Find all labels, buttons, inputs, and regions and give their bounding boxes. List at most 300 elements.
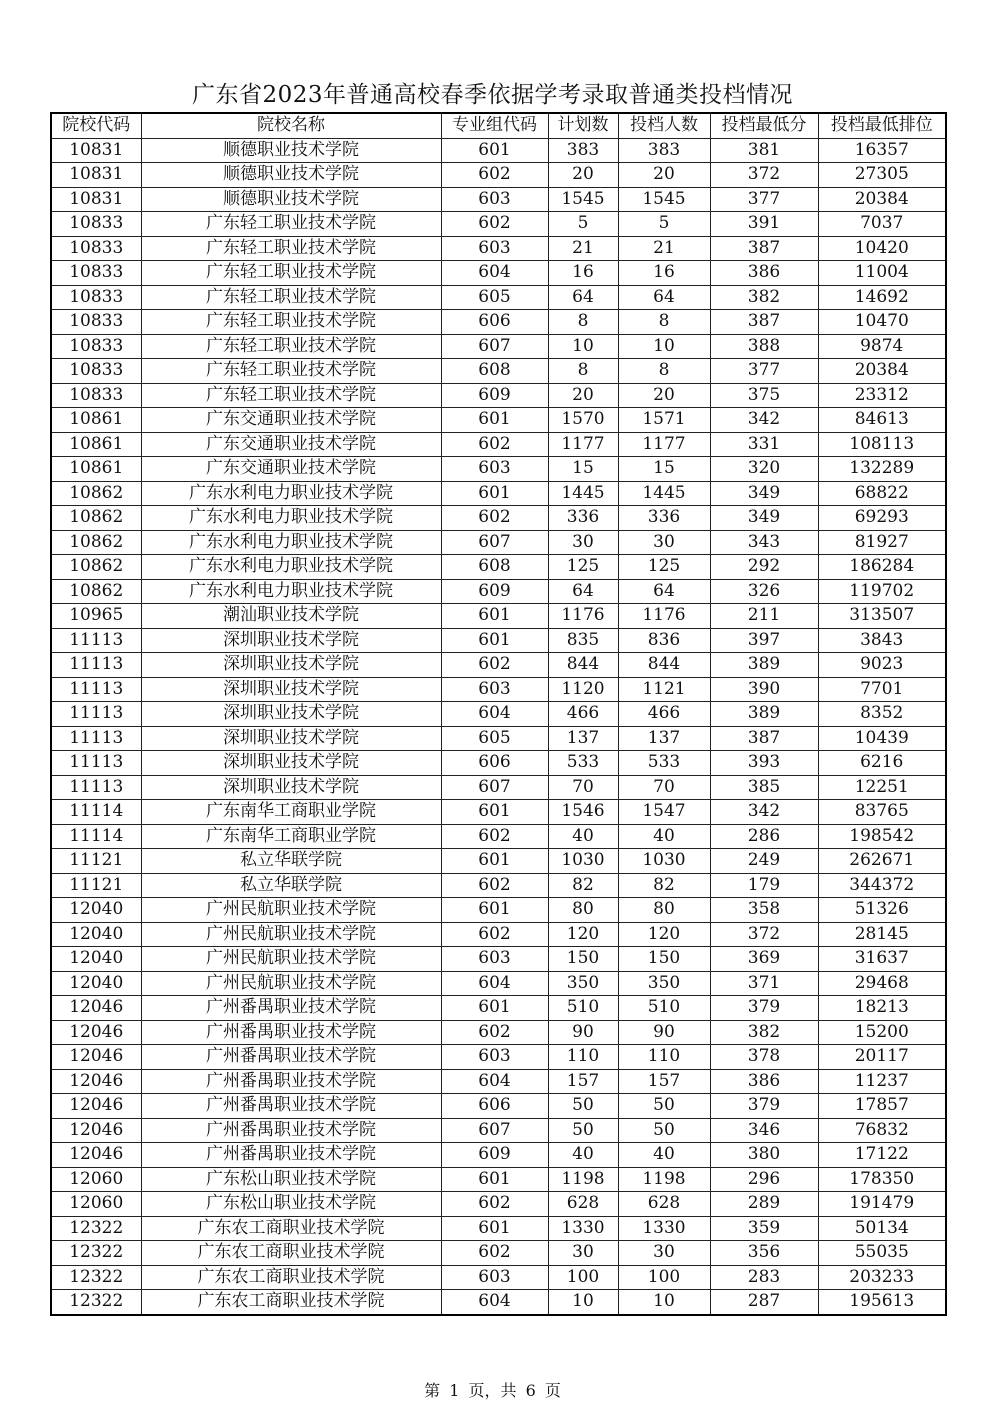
cell-min-rank: 7701 <box>818 677 946 702</box>
cell-school-code: 12060 <box>51 1167 141 1192</box>
table-row <box>51 1241 946 1266</box>
cell-admitted-count: 21 <box>618 236 710 261</box>
cell-school-name: 广东水利电力职业技术学院 <box>141 481 441 506</box>
cell-school-name: 深圳职业技术学院 <box>141 775 441 800</box>
cell-school-code: 10861 <box>51 457 141 482</box>
cell-group-code: 602 <box>441 1192 548 1217</box>
table-row <box>51 628 946 653</box>
cell-school-code: 11113 <box>51 775 141 800</box>
cell-school-code: 12060 <box>51 1192 141 1217</box>
cell-school-code: 11113 <box>51 702 141 727</box>
table-row <box>51 1216 946 1241</box>
cell-min-score: 320 <box>710 457 818 482</box>
cell-school-code: 11113 <box>51 677 141 702</box>
cell-group-code: 601 <box>441 898 548 923</box>
cell-school-code: 10833 <box>51 285 141 310</box>
cell-min-rank: 69293 <box>818 506 946 531</box>
cell-min-score: 389 <box>710 653 818 678</box>
cell-group-code: 601 <box>441 800 548 825</box>
cell-school-code: 11113 <box>51 726 141 751</box>
cell-min-rank: 9874 <box>818 334 946 359</box>
header-admitted-count: 投档人数 <box>618 113 710 138</box>
table-row <box>51 726 946 751</box>
cell-plan-count: 1177 <box>548 432 618 457</box>
cell-school-name: 广东农工商职业技术学院 <box>141 1290 441 1315</box>
cell-school-name: 广东水利电力职业技术学院 <box>141 506 441 531</box>
cell-school-name: 广东轻工职业技术学院 <box>141 383 441 408</box>
cell-school-code: 10965 <box>51 604 141 629</box>
cell-school-name: 深圳职业技术学院 <box>141 751 441 776</box>
cell-group-code: 602 <box>441 432 548 457</box>
cell-group-code: 601 <box>441 138 548 163</box>
cell-school-code: 12046 <box>51 1118 141 1143</box>
table-row <box>51 1045 946 1070</box>
cell-admitted-count: 82 <box>618 873 710 898</box>
cell-admitted-count: 10 <box>618 334 710 359</box>
cell-min-rank: 20384 <box>818 187 946 212</box>
footer-prefix: 第 <box>424 1381 441 1400</box>
cell-school-name: 深圳职业技术学院 <box>141 653 441 678</box>
cell-school-name: 广州番禺职业技术学院 <box>141 1143 441 1168</box>
table-row <box>51 530 946 555</box>
header-school-code: 院校代码 <box>51 113 141 138</box>
header-plan-count: 计划数 <box>548 113 618 138</box>
cell-min-rank: 8352 <box>818 702 946 727</box>
cell-min-rank: 23312 <box>818 383 946 408</box>
cell-plan-count: 50 <box>548 1118 618 1143</box>
cell-plan-count: 350 <box>548 971 618 996</box>
cell-school-code: 12046 <box>51 1069 141 1094</box>
cell-group-code: 601 <box>441 1216 548 1241</box>
cell-school-code: 10861 <box>51 408 141 433</box>
cell-plan-count: 1030 <box>548 849 618 874</box>
cell-school-name: 潮汕职业技术学院 <box>141 604 441 629</box>
cell-min-rank: 203233 <box>818 1265 946 1290</box>
table-row <box>51 751 946 776</box>
cell-group-code: 601 <box>441 408 548 433</box>
table-row <box>51 481 946 506</box>
page-footer <box>0 1378 985 1401</box>
cell-admitted-count: 15 <box>618 457 710 482</box>
cell-plan-count: 10 <box>548 1290 618 1315</box>
cell-group-code: 603 <box>441 187 548 212</box>
cell-admitted-count: 8 <box>618 359 710 384</box>
cell-school-name: 广东轻工职业技术学院 <box>141 310 441 335</box>
cell-school-name: 广州番禺职业技术学院 <box>141 996 441 1021</box>
cell-plan-count: 466 <box>548 702 618 727</box>
table-row <box>51 947 946 972</box>
cell-admitted-count: 844 <box>618 653 710 678</box>
cell-school-code: 11113 <box>51 628 141 653</box>
cell-school-name: 深圳职业技术学院 <box>141 677 441 702</box>
cell-school-code: 12046 <box>51 1143 141 1168</box>
cell-plan-count: 628 <box>548 1192 618 1217</box>
footer-suffix: 页 <box>544 1381 561 1400</box>
cell-admitted-count: 150 <box>618 947 710 972</box>
cell-admitted-count: 137 <box>618 726 710 751</box>
header-school-name: 院校名称 <box>141 113 441 138</box>
cell-admitted-count: 40 <box>618 824 710 849</box>
cell-school-name: 广东农工商职业技术学院 <box>141 1216 441 1241</box>
footer-page-number: 1 <box>449 1381 460 1400</box>
table-row <box>51 310 946 335</box>
table-row <box>51 1094 946 1119</box>
cell-admitted-count: 70 <box>618 775 710 800</box>
cell-group-code: 602 <box>441 1020 548 1045</box>
cell-admitted-count: 1571 <box>618 408 710 433</box>
cell-min-score: 391 <box>710 212 818 237</box>
cell-min-rank: 10439 <box>818 726 946 751</box>
cell-plan-count: 82 <box>548 873 618 898</box>
cell-min-score: 331 <box>710 432 818 457</box>
cell-admitted-count: 120 <box>618 922 710 947</box>
cell-plan-count: 90 <box>548 1020 618 1045</box>
cell-plan-count: 1198 <box>548 1167 618 1192</box>
cell-school-code: 10862 <box>51 579 141 604</box>
cell-min-rank: 17122 <box>818 1143 946 1168</box>
cell-min-score: 390 <box>710 677 818 702</box>
cell-school-code: 10833 <box>51 334 141 359</box>
header-min-score: 投档最低分 <box>710 113 818 138</box>
cell-admitted-count: 350 <box>618 971 710 996</box>
cell-plan-count: 40 <box>548 824 618 849</box>
cell-group-code: 602 <box>441 163 548 188</box>
cell-plan-count: 21 <box>548 236 618 261</box>
cell-min-score: 249 <box>710 849 818 874</box>
table-row <box>51 383 946 408</box>
cell-school-name: 顺德职业技术学院 <box>141 163 441 188</box>
cell-plan-count: 510 <box>548 996 618 1021</box>
cell-min-rank: 20117 <box>818 1045 946 1070</box>
cell-min-score: 385 <box>710 775 818 800</box>
cell-min-rank: 344372 <box>818 873 946 898</box>
cell-plan-count: 1545 <box>548 187 618 212</box>
cell-group-code: 605 <box>441 726 548 751</box>
cell-min-score: 179 <box>710 873 818 898</box>
cell-admitted-count: 50 <box>618 1118 710 1143</box>
cell-group-code: 603 <box>441 677 548 702</box>
cell-school-name: 深圳职业技术学院 <box>141 628 441 653</box>
cell-admitted-count: 628 <box>618 1192 710 1217</box>
cell-school-name: 广东农工商职业技术学院 <box>141 1241 441 1266</box>
cell-school-code: 10833 <box>51 261 141 286</box>
table-row <box>51 898 946 923</box>
cell-group-code: 607 <box>441 530 548 555</box>
cell-school-name: 私立华联学院 <box>141 849 441 874</box>
cell-min-score: 358 <box>710 898 818 923</box>
cell-min-score: 381 <box>710 138 818 163</box>
cell-min-score: 346 <box>710 1118 818 1143</box>
table-body <box>51 138 946 1315</box>
cell-school-code: 12040 <box>51 971 141 996</box>
table-row <box>51 457 946 482</box>
table-row <box>51 1143 946 1168</box>
cell-school-name: 私立华联学院 <box>141 873 441 898</box>
cell-admitted-count: 1176 <box>618 604 710 629</box>
cell-school-name: 广东轻工职业技术学院 <box>141 334 441 359</box>
cell-admitted-count: 1121 <box>618 677 710 702</box>
cell-min-rank: 55035 <box>818 1241 946 1266</box>
cell-min-score: 389 <box>710 702 818 727</box>
cell-min-score: 375 <box>710 383 818 408</box>
cell-school-code: 11114 <box>51 800 141 825</box>
cell-group-code: 602 <box>441 1241 548 1266</box>
table-row <box>51 1290 946 1315</box>
footer-mid: 页，共 <box>468 1381 517 1400</box>
cell-admitted-count: 510 <box>618 996 710 1021</box>
cell-admitted-count: 125 <box>618 555 710 580</box>
cell-school-code: 11113 <box>51 653 141 678</box>
cell-school-name: 顺德职业技术学院 <box>141 187 441 212</box>
cell-min-score: 286 <box>710 824 818 849</box>
cell-school-code: 10833 <box>51 383 141 408</box>
cell-min-rank: 178350 <box>818 1167 946 1192</box>
cell-plan-count: 10 <box>548 334 618 359</box>
table-row <box>51 1265 946 1290</box>
cell-group-code: 603 <box>441 1045 548 1070</box>
cell-plan-count: 1176 <box>548 604 618 629</box>
cell-plan-count: 20 <box>548 163 618 188</box>
cell-school-name: 广州民航职业技术学院 <box>141 922 441 947</box>
cell-group-code: 608 <box>441 359 548 384</box>
cell-school-code: 12046 <box>51 1020 141 1045</box>
cell-group-code: 601 <box>441 1167 548 1192</box>
cell-school-code: 10833 <box>51 310 141 335</box>
cell-min-score: 377 <box>710 359 818 384</box>
cell-school-code: 10862 <box>51 530 141 555</box>
cell-min-rank: 10470 <box>818 310 946 335</box>
cell-group-code: 609 <box>441 579 548 604</box>
cell-admitted-count: 1545 <box>618 187 710 212</box>
cell-plan-count: 70 <box>548 775 618 800</box>
cell-admitted-count: 1547 <box>618 800 710 825</box>
table-row <box>51 236 946 261</box>
cell-min-rank: 10420 <box>818 236 946 261</box>
cell-min-rank: 198542 <box>818 824 946 849</box>
cell-admitted-count: 1330 <box>618 1216 710 1241</box>
table-row <box>51 824 946 849</box>
cell-group-code: 602 <box>441 824 548 849</box>
table-header-row <box>51 113 946 138</box>
cell-school-code: 10833 <box>51 236 141 261</box>
cell-min-rank: 81927 <box>818 530 946 555</box>
table-row <box>51 506 946 531</box>
cell-school-name: 广东农工商职业技术学院 <box>141 1265 441 1290</box>
cell-school-name: 广东交通职业技术学院 <box>141 457 441 482</box>
cell-min-rank: 108113 <box>818 432 946 457</box>
cell-min-rank: 31637 <box>818 947 946 972</box>
cell-admitted-count: 1198 <box>618 1167 710 1192</box>
cell-plan-count: 1570 <box>548 408 618 433</box>
cell-admitted-count: 20 <box>618 383 710 408</box>
cell-plan-count: 100 <box>548 1265 618 1290</box>
cell-min-score: 382 <box>710 1020 818 1045</box>
cell-school-name: 广东南华工商职业学院 <box>141 824 441 849</box>
cell-group-code: 604 <box>441 261 548 286</box>
cell-min-rank: 11004 <box>818 261 946 286</box>
cell-min-rank: 50134 <box>818 1216 946 1241</box>
cell-group-code: 601 <box>441 996 548 1021</box>
cell-admitted-count: 64 <box>618 579 710 604</box>
cell-school-name: 广东水利电力职业技术学院 <box>141 530 441 555</box>
cell-school-code: 11113 <box>51 751 141 776</box>
cell-min-score: 386 <box>710 261 818 286</box>
cell-plan-count: 16 <box>548 261 618 286</box>
cell-school-name: 广州番禺职业技术学院 <box>141 1069 441 1094</box>
cell-school-name: 广州民航职业技术学院 <box>141 971 441 996</box>
cell-min-score: 382 <box>710 285 818 310</box>
cell-school-code: 10831 <box>51 187 141 212</box>
cell-admitted-count: 50 <box>618 1094 710 1119</box>
cell-plan-count: 336 <box>548 506 618 531</box>
cell-min-score: 388 <box>710 334 818 359</box>
table-row <box>51 604 946 629</box>
cell-min-rank: 16357 <box>818 138 946 163</box>
cell-min-rank: 11237 <box>818 1069 946 1094</box>
cell-school-name: 深圳职业技术学院 <box>141 726 441 751</box>
cell-admitted-count: 8 <box>618 310 710 335</box>
cell-school-code: 12322 <box>51 1241 141 1266</box>
cell-min-rank: 27305 <box>818 163 946 188</box>
cell-min-rank: 7037 <box>818 212 946 237</box>
cell-group-code: 609 <box>441 1143 548 1168</box>
cell-admitted-count: 40 <box>618 1143 710 1168</box>
page-title: 广东省2023年普通高校春季依据学考录取普通类投档情况 <box>191 82 794 108</box>
cell-plan-count: 1330 <box>548 1216 618 1241</box>
cell-min-score: 387 <box>710 726 818 751</box>
cell-plan-count: 137 <box>548 726 618 751</box>
table-row <box>51 261 946 286</box>
cell-min-rank: 29468 <box>818 971 946 996</box>
cell-school-code: 10861 <box>51 432 141 457</box>
cell-group-code: 601 <box>441 604 548 629</box>
cell-admitted-count: 110 <box>618 1045 710 1070</box>
cell-group-code: 602 <box>441 873 548 898</box>
cell-school-name: 广东轻工职业技术学院 <box>141 236 441 261</box>
cell-plan-count: 157 <box>548 1069 618 1094</box>
cell-min-score: 387 <box>710 236 818 261</box>
cell-admitted-count: 836 <box>618 628 710 653</box>
cell-min-rank: 9023 <box>818 653 946 678</box>
cell-school-code: 12046 <box>51 996 141 1021</box>
cell-school-code: 10833 <box>51 359 141 384</box>
cell-school-name: 广东水利电力职业技术学院 <box>141 579 441 604</box>
cell-admitted-count: 466 <box>618 702 710 727</box>
cell-school-name: 广州民航职业技术学院 <box>141 947 441 972</box>
cell-group-code: 605 <box>441 285 548 310</box>
cell-school-code: 12322 <box>51 1290 141 1315</box>
cell-min-score: 356 <box>710 1241 818 1266</box>
cell-min-rank: 17857 <box>818 1094 946 1119</box>
cell-admitted-count: 1177 <box>618 432 710 457</box>
cell-min-rank: 191479 <box>818 1192 946 1217</box>
cell-school-name: 广州番禺职业技术学院 <box>141 1118 441 1143</box>
cell-school-name: 广东轻工职业技术学院 <box>141 212 441 237</box>
cell-min-rank: 6216 <box>818 751 946 776</box>
cell-admitted-count: 383 <box>618 138 710 163</box>
cell-plan-count: 110 <box>548 1045 618 1070</box>
cell-school-code: 10831 <box>51 138 141 163</box>
table-row <box>51 971 946 996</box>
cell-admitted-count: 90 <box>618 1020 710 1045</box>
cell-min-score: 349 <box>710 506 818 531</box>
cell-min-score: 283 <box>710 1265 818 1290</box>
cell-school-name: 广东轻工职业技术学院 <box>141 285 441 310</box>
cell-admitted-count: 10 <box>618 1290 710 1315</box>
cell-group-code: 602 <box>441 212 548 237</box>
cell-min-score: 397 <box>710 628 818 653</box>
table-row <box>51 212 946 237</box>
cell-min-score: 342 <box>710 408 818 433</box>
cell-school-code: 11121 <box>51 873 141 898</box>
table-row <box>51 775 946 800</box>
cell-min-score: 289 <box>710 1192 818 1217</box>
cell-min-score: 292 <box>710 555 818 580</box>
cell-school-name: 广州番禺职业技术学院 <box>141 1045 441 1070</box>
table-row <box>51 1069 946 1094</box>
cell-group-code: 603 <box>441 236 548 261</box>
cell-min-score: 379 <box>710 1094 818 1119</box>
cell-plan-count: 1120 <box>548 677 618 702</box>
cell-school-code: 10862 <box>51 481 141 506</box>
cell-min-rank: 262671 <box>818 849 946 874</box>
cell-school-code: 10862 <box>51 506 141 531</box>
cell-min-rank: 83765 <box>818 800 946 825</box>
cell-min-score: 296 <box>710 1167 818 1192</box>
cell-group-code: 601 <box>441 849 548 874</box>
cell-group-code: 603 <box>441 457 548 482</box>
cell-min-score: 342 <box>710 800 818 825</box>
cell-school-code: 12046 <box>51 1094 141 1119</box>
cell-admitted-count: 1445 <box>618 481 710 506</box>
cell-school-code: 10831 <box>51 163 141 188</box>
cell-admitted-count: 30 <box>618 530 710 555</box>
cell-group-code: 604 <box>441 702 548 727</box>
cell-plan-count: 844 <box>548 653 618 678</box>
table-row <box>51 408 946 433</box>
cell-plan-count: 8 <box>548 359 618 384</box>
header-group-code: 专业组代码 <box>441 113 548 138</box>
cell-school-name: 广东水利电力职业技术学院 <box>141 555 441 580</box>
table-row <box>51 1020 946 1045</box>
cell-min-rank: 76832 <box>818 1118 946 1143</box>
cell-min-rank: 132289 <box>818 457 946 482</box>
table-row <box>51 677 946 702</box>
cell-plan-count: 1445 <box>548 481 618 506</box>
cell-min-score: 287 <box>710 1290 818 1315</box>
cell-group-code: 604 <box>441 1069 548 1094</box>
cell-plan-count: 125 <box>548 555 618 580</box>
cell-school-name: 广东轻工职业技术学院 <box>141 261 441 286</box>
cell-school-code: 12322 <box>51 1216 141 1241</box>
cell-min-rank: 51326 <box>818 898 946 923</box>
cell-min-score: 371 <box>710 971 818 996</box>
cell-school-name: 广东南华工商职业学院 <box>141 800 441 825</box>
table-row <box>51 702 946 727</box>
footer-total-pages: 6 <box>525 1381 536 1400</box>
cell-plan-count: 20 <box>548 383 618 408</box>
table-row <box>51 285 946 310</box>
cell-min-rank: 15200 <box>818 1020 946 1045</box>
table-row <box>51 996 946 1021</box>
cell-school-name: 广州番禺职业技术学院 <box>141 1094 441 1119</box>
cell-school-name: 广东松山职业技术学院 <box>141 1192 441 1217</box>
table-row <box>51 138 946 163</box>
table-row <box>51 922 946 947</box>
admissions-table <box>50 112 947 1316</box>
cell-min-score: 387 <box>710 310 818 335</box>
cell-min-score: 211 <box>710 604 818 629</box>
